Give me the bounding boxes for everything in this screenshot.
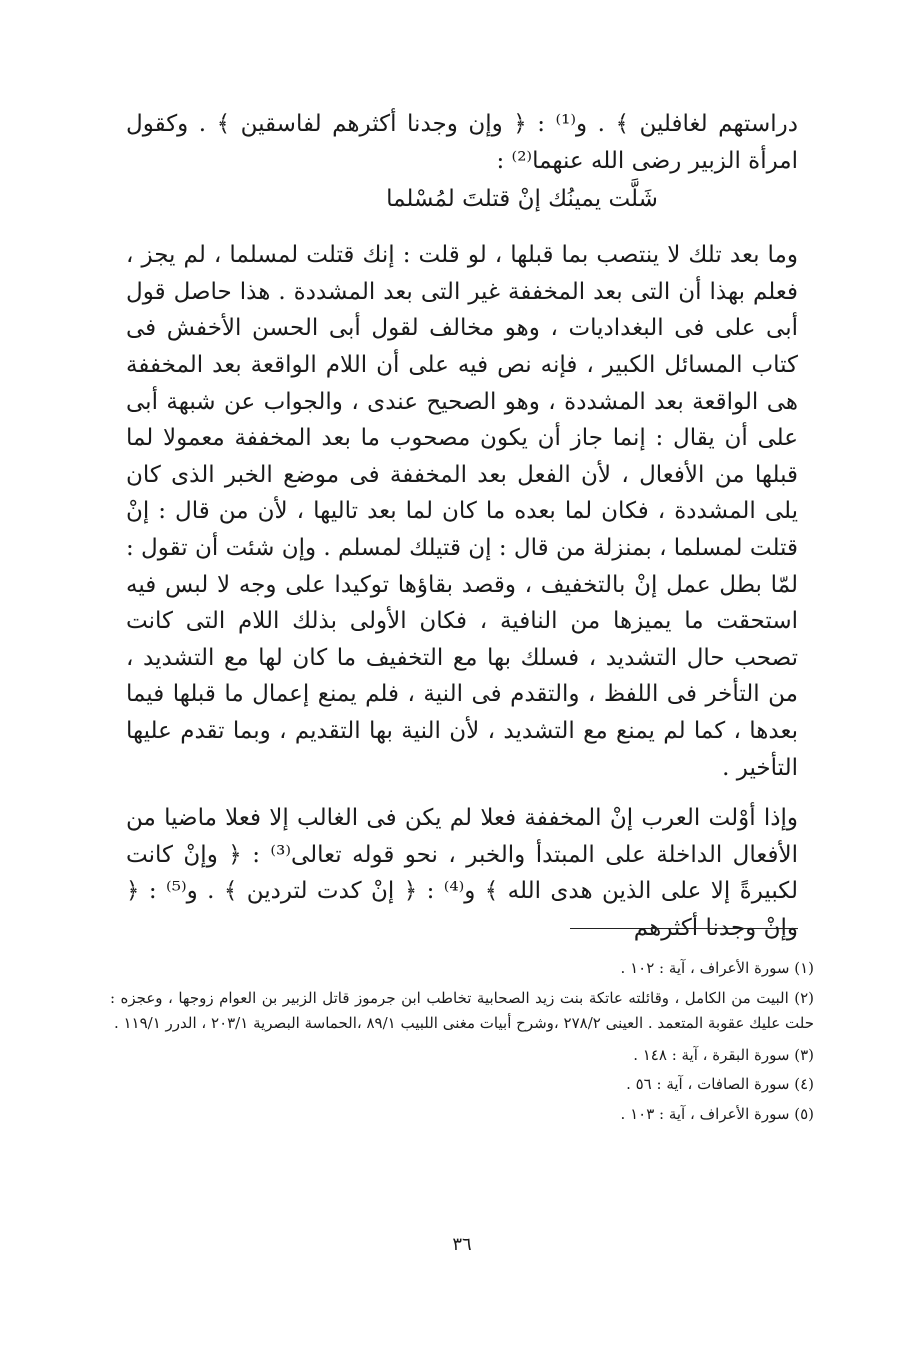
paragraph-2: وما بعد تلك لا ينتصب بما قبلها ، لو قلت : إنك قتلت لمسلما ، لم يجز ، فعلم بهذا أن التى بعد المخففة غير التى بعد المشددة . هذا حاصل قول أبى على فى البغداديات ، وهو مخالف لقول أبى الحسن الأخفش فى كتاب المسائل الكبير ، فإنه نص فيه على أن اللام الواقعة بعد المخففة هى الواقعة بعد المشددة ، وهو الصحيح عندى ، والجواب عن شبهة أبى على أن يقال : إنما جاز أن يكون مصحوب ما بعد المخففة معمولا لما قبلها من الأفعال ، لأن الفعل بعد المخففة فى موضع الخبر الذى كان يلى المشددة ، فكان لما بعده ما كان لما بعد تاليها ، لأن من قال : إنْ قتلت لمسلما ، بمنزلة من قال : إن قتيلك لمسلم . وإن شئت أن تقول : لمّا بطل عمل إنْ بالتخفيف ، وقصد بقاؤها توكيدا على وجه لا لبس فيه استحقت ما يميزها من النافية ، فكان الأولى بذلك اللام التى كانت تصحب حال التشديد ، فسلك بها مع التخفيف ما كان لها مع التشديد ، من التأخر فى اللفظ ، والتقدم فى النية ، فلم يمنع إعمال ما قبلها فيما بعدها ، كما لم يمنع مع التشديد ، لأن النية بها التقديم ، وبما تقدم عليها التأخير . — [126, 242, 798, 781]
footnote-separator — [570, 928, 798, 929]
paragraph-3: وإذا أوْلت العرب إنْ المخففة فعلا لم يكن فى الغالب إلا فعلا ماضيا من الأفعال الداخلة على المبتدأ والخبر ، نحو قوله تعالى⁽³⁾ : ﴿ وإنْ كانت لكبيرةً إلا على الذين هدى الله ﴾ و⁽⁴⁾ : ﴿ إنْ كدت لتردين ﴾ . و⁽⁵⁾ : ﴿ وإنْ وجدنا أكثرهم — [126, 805, 799, 941]
footnotes — [110, 956, 814, 1131]
footnote-2: (٢) البيت من الكامل ، وقائلته عاتكة بنت زيد الصحابية تخاطب ابن جرموز قاتل الزبير بن العوام زوجها ، وعجزه : حلت عليك عقوبة المتعمد . العينى ٢٧٨/٢ ،وشرح أبيات مغنى اللبيب ٨٩/١ ،الحماسة البصرية ٢٠٣/١ ، الدرر ١١٩/١ . — [110, 988, 814, 1032]
footnote-5: (٥) سورة الأعراف ، آية : ١٠٣ . — [620, 1104, 814, 1123]
page-number: ٣٦ — [452, 1234, 472, 1255]
poetry-verse: شَلَّت يمينُك إنْ قتلتَ لمُسْلما — [386, 186, 658, 213]
footnote-3: (٣) سورة البقرة ، آية : ١٤٨ . — [633, 1045, 814, 1064]
paragraph-1: دراستهم لغافلين ﴾ . و⁽¹⁾ : ﴿ وإن وجدنا أكثرهم لفاسقين ﴾ . وكقول امرأة الزبير رضى الله عنهما⁽²⁾ : — [126, 111, 798, 174]
footnote-4: (٤) سورة الصافات ، آية : ٥٦ . — [626, 1075, 814, 1093]
footnote-1: (١) سورة الأعراف ، آية : ١٠٢ . — [620, 959, 814, 977]
